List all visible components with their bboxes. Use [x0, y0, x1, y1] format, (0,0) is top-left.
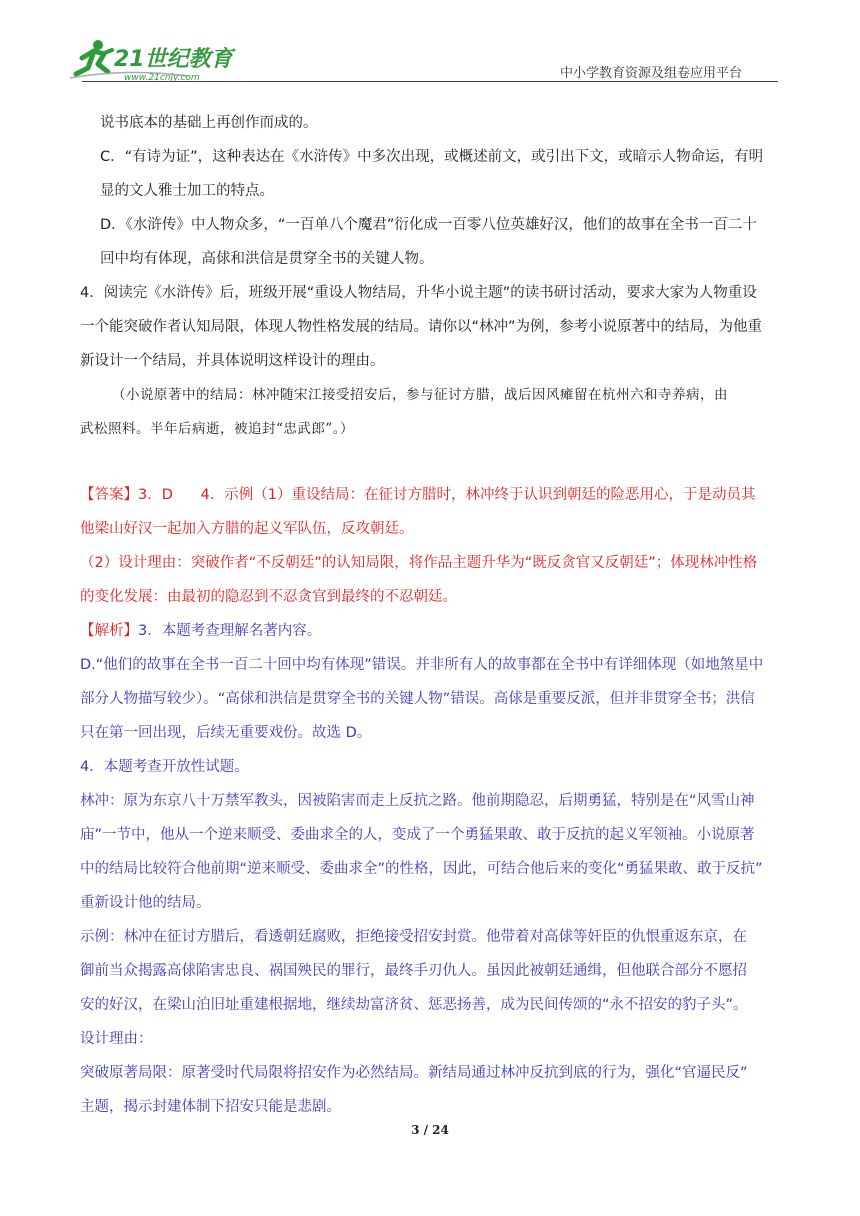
option-c-line2: 显的文人雅士加工的特点。 — [100, 183, 274, 199]
question-4-line3: 新设计一个结局，并具体说明这样设计的理由。 — [80, 353, 385, 369]
analysis-label: 【解析】 — [80, 623, 138, 639]
lin-chong-line3: 中的结局比较符合他前期“逆来顺受、委曲求全”的性格，因此，可结合他后来的变化“勇猛果敢、敢于反抗” — [80, 861, 763, 877]
question-4-line2: 一个能突破作者认知局限，体现人物性格发展的结局。请你以“林冲”为例，参考小说原著中的结局，为他重 — [80, 319, 763, 335]
analysis-d-line3: 只在第一回出现，后续无重要戏份。故选 D。 — [80, 725, 372, 741]
logo — [68, 38, 238, 82]
answer-line2: 他梁山好汉一起加入方腊的起义军队伍，反攻朝廷。 — [80, 521, 414, 537]
lin-chong-line1: 林冲：原为东京八十万禁军教头，因被陷害而走上反抗之路。他前期隐忍，后期勇猛，特别是在“风雪山神 — [80, 793, 755, 809]
page-header — [0, 0, 860, 90]
example-line1: 示例：林冲在征讨方腊后，看透朝廷腐败，拒绝接受招安封赏。他带着对高俅等奸臣的仇恨重返东京，在 — [80, 929, 747, 945]
analysis-head-text: 3．本题考查理解名著内容。 — [138, 623, 322, 639]
option-b-end: 说书底本的基础上再创作而成的。 — [100, 115, 318, 131]
document-body — [80, 106, 780, 1124]
example-line3: 安的好汉，在梁山泊旧址重建根据地，继续劫富济贫、惩恶扬善，成为民间传颂的“永不招安的豹子头”。 — [80, 997, 748, 1013]
answer-line3: （2）设计理由：突破作者“不反朝廷”的认知局限，将作品主题升华为“既反贪官又反朝廷”；体现林冲性格 — [80, 555, 758, 571]
original-ending-note-line1: （小说原著中的结局：林冲随宋江接受招安后，参与征讨方腊，战后因风瘫留在杭州六和寺养病，由 — [112, 387, 728, 403]
analysis-q4-head: 4．本题考查开放性试题。 — [80, 759, 249, 775]
example-line2: 御前当众揭露高俅陷害忠良、祸国殃民的罪行，最终手刃仇人。虽因此被朝廷通缉，但他联合部分不愿招 — [80, 963, 747, 979]
analysis-d-line2: 部分人物描写较少）。“高俅和洪信是贯穿全书的关键人物”错误。高俅是重要反派，但并非贯穿全书；洪信 — [80, 691, 755, 707]
logo-url: www.21cnjy.com — [124, 73, 200, 82]
option-d-line2: 回中均有体现，高俅和洪信是贯穿全书的关键人物。 — [100, 251, 434, 267]
original-ending-note-line2: 武松照料。半年后病逝，被追封“忠武郎”。） — [80, 421, 355, 437]
option-c-line1: C．“有诗为证”，这种表达在《水浒传》中多次出现，或概述前文，或引出下文，或暗示人物命运，有明 — [100, 149, 764, 165]
spacer — [80, 446, 780, 478]
question-4-line1: 4．阅读完《水浒传》后，班级开展“重设人物结局，升华小说主题”的读书研讨活动，要求大家为人物重设 — [80, 285, 757, 301]
logo-text: 21世纪教育 — [114, 47, 233, 72]
lin-chong-line4: 重新设计他的结局。 — [80, 895, 211, 911]
page-number: 3 / 24 — [411, 1123, 449, 1137]
reason-line1: 突破原著局限：原著受时代局限将招安作为必然结局。新结局通过林冲反抗到底的行为，强化“官逼民反” — [80, 1065, 748, 1081]
platform-name: 中小学教育资源及组卷应用平台 — [559, 66, 742, 81]
reason-line2: 主题，揭示封建体制下招安只能是悲剧。 — [80, 1099, 341, 1115]
option-d-line1: D．《水浒传》中人物众多，“一百单八个魔君”衍化成一百零八位英雄好汉，他们的故事在全书一百二十 — [100, 217, 757, 233]
reason-head: 设计理由： — [80, 1031, 153, 1047]
lin-chong-line2: 庙”一节中，他从一个逆来顺受、委曲求全的人，变成了一个勇猛果敢、敢于反抗的起义军领袖。小说原著 — [80, 827, 755, 843]
answer-line4: 的变化发展：由最初的隐忍到不忍贪官到最终的不忍朝廷。 — [80, 589, 457, 605]
analysis-d-line1: D.“他们的故事在全书一百二十回中均有体现”错误。并非所有人的故事都在全书中有详细体现（如地煞星中 — [80, 657, 764, 673]
analysis-head — [80, 614, 780, 648]
header-rule — [82, 81, 778, 82]
answer-line1: 【答案】3．D 4．示例（1）重设结局：在征讨方腊时，林冲终于认识到朝廷的险恶用心，于是动员其 — [80, 487, 756, 503]
